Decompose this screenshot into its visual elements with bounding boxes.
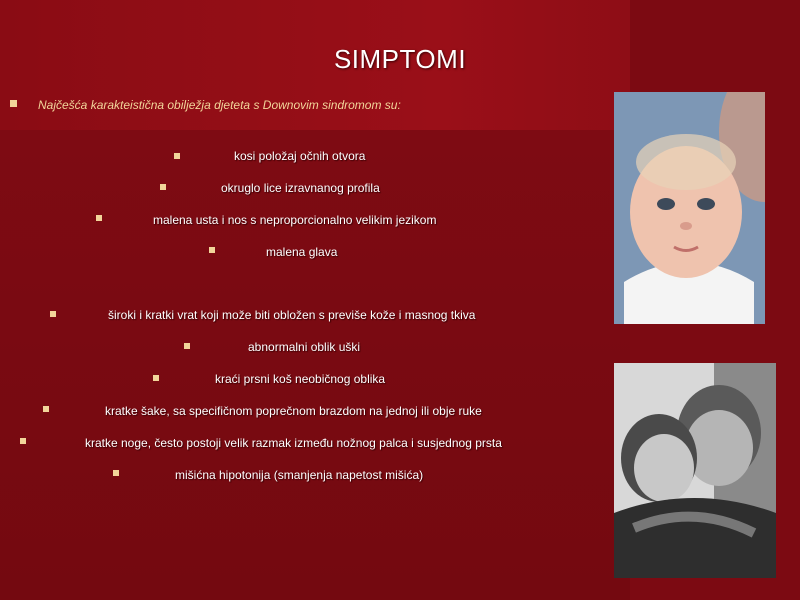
bullet-icon [174,153,180,159]
children-photo-illustration [614,363,776,578]
symptom-item: kraći prsni koš neobičnog oblika [215,372,386,386]
bullet-icon [20,438,26,444]
children-photo [614,363,776,578]
bullet-icon [209,247,215,253]
symptom-item: okruglo lice izravnanog profila [221,181,380,195]
symptom-item: malena glava [266,245,338,259]
symptom-item: kosi položaj očnih otvora [234,149,366,163]
intro-text: Najčešća karakteistična obilježja djeteta s Downovim sindromom su: [38,98,401,112]
slide-title: SIMPTOMI [333,44,467,74]
bullet-icon [43,406,49,412]
baby-photo [614,92,765,324]
intro-line [10,98,401,112]
symptom-item: kratke noge, često postoji velik razmak između nožnog palca i susjednog prsta [85,436,502,450]
symptom-item: malena usta i nos s neproporcionalno velikim jezikom [153,213,437,227]
bullet-icon [10,100,17,107]
bullet-icon [113,470,119,476]
bullet-icon [160,184,166,190]
symptom-item: kratke šake, sa specifičnom poprečnom brazdom na jednoj ili obje ruke [105,404,482,418]
symptom-item: abnormalni oblik uški [248,340,361,354]
bullet-icon [153,375,159,381]
bullet-icon [184,343,190,349]
bullet-icon [50,311,56,317]
baby-photo-illustration [614,92,765,324]
symptom-item: mišićna hipotonija (smanjenja napetost mišića) [175,468,424,482]
symptom-item: široki i kratki vrat koji može biti obložen s previše kože i masnog tkiva [108,308,476,322]
bullet-icon [96,215,102,221]
